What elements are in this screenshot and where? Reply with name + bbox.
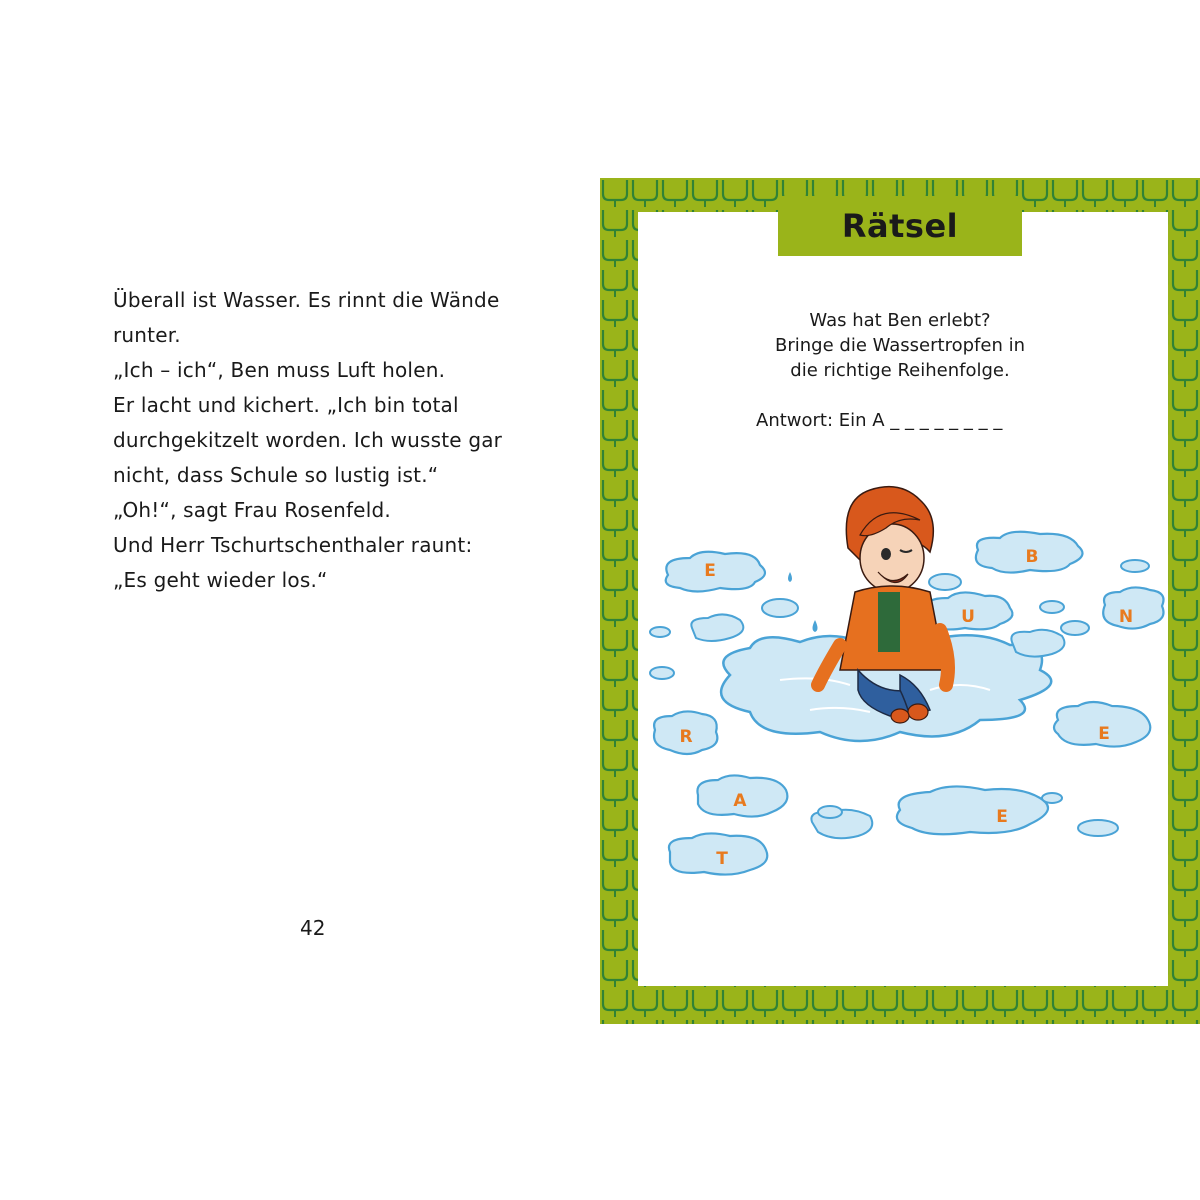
story-line: „Ich – ich“, Ben muss Luft holen. <box>113 358 446 382</box>
answer-line: Antwort: Ein A _ _ _ _ _ _ _ _ <box>756 410 1003 431</box>
puddle-letter: A <box>733 791 747 811</box>
puddle-drop <box>669 833 767 874</box>
story-line: Und Herr Tschurtschenthaler raunt: <box>113 533 473 557</box>
puddle-letter: R <box>679 727 693 747</box>
puddle-illustration <box>600 480 1200 900</box>
puddle-letter: E <box>996 807 1008 827</box>
story-line: durchgekitzelt worden. Ich wusste gar <box>113 428 503 452</box>
puddle-letter: E <box>1098 724 1110 744</box>
puddle-drop <box>654 711 717 754</box>
question-line: Was hat Ben erlebt? <box>809 310 991 331</box>
puddle-drop <box>666 552 765 592</box>
question-line: Bringe die Wassertropfen in <box>775 335 1025 356</box>
puddle-drop <box>1054 702 1150 747</box>
question-line: die richtige Reihenfolge. <box>790 360 1010 381</box>
story-line: „Es geht wieder los.“ <box>113 568 328 592</box>
story-line: runter. <box>113 323 181 347</box>
puddle-letter: E <box>704 561 716 581</box>
title-banner <box>778 196 1022 256</box>
puzzle-title: Rätsel <box>841 207 959 245</box>
puddle-drop <box>697 775 787 816</box>
story-line: nicht, dass Schule so lustig ist.“ <box>113 463 439 487</box>
puddle-letter: N <box>1118 607 1134 627</box>
puddle-drop <box>976 532 1083 573</box>
puddle-letter: B <box>1025 547 1039 567</box>
puddle-letter: U <box>961 607 975 627</box>
page-number: 42 <box>300 916 326 940</box>
story-line: Er lacht und kichert. „Ich bin total <box>113 393 459 417</box>
puddle-letter: T <box>716 849 728 869</box>
story-text <box>113 283 543 598</box>
story-line: Überall ist Wasser. Es rinnt die Wände <box>113 288 500 312</box>
puddle-drop <box>1103 587 1163 628</box>
story-line: „Oh!“, sagt Frau Rosenfeld. <box>113 498 391 522</box>
puddle-drop <box>897 786 1048 834</box>
